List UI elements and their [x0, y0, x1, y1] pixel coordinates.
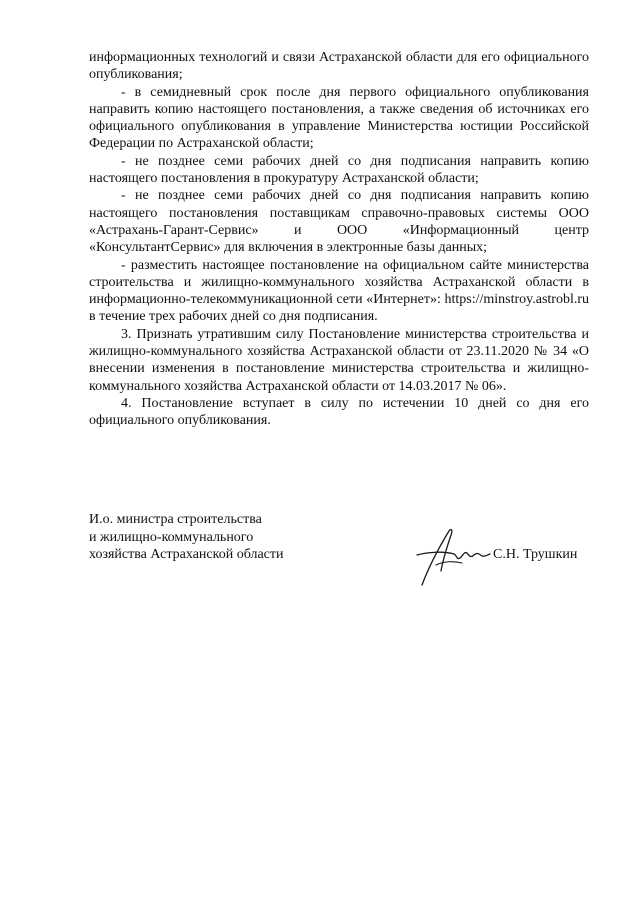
signatory-title-line: хозяйства Астраханской области: [89, 547, 284, 562]
signatory-title-line: И.о. министра строительства: [89, 512, 262, 527]
paragraph-item-4: 4. Постановление вступает в силу по истечении 10 дней со дня его официального опубликования.: [89, 395, 589, 429]
signatory-title-line: и жилищно-коммунального: [89, 529, 254, 545]
document-body: [89, 49, 589, 430]
paragraph-send-to-legal-systems: - не позднее семи рабочих дней со дня подписания направить копию настоящего постановления поставщикам справочно-правовых системы ООО «Астрахань-Гарант-Сервис» и ООО «Информационный центр «КонсультантСервис» для включения в электронные базы данных;: [89, 188, 589, 256]
paragraph-publish-on-website: - разместить настоящее постановление на официальном сайте министерства строительства и жилищно-коммунального хозяйства Астраханской области в информационно-телекоммуникационной сети «Интернет»: https://minstroy.astrobl.ru в течение трех рабочих дней со дня подписания.: [89, 257, 589, 325]
paragraph-send-to-prosecutor: - не позднее семи рабочих дней со дня подписания направить копию настоящего постановления в прокуратуру Астраханской области;: [89, 153, 589, 187]
handwritten-signature: [416, 525, 492, 589]
signatory-title: [89, 511, 329, 564]
paragraph-continuation: информационных технологий и связи Астраханской области для его официального опубликования;: [89, 50, 589, 83]
signer-name: С.Н. Трушкин: [493, 547, 578, 562]
paragraph-send-to-justice: - в семидневный срок после дня первого официального опубликования направить копию настоящего постановления, а также сведения об источниках его официального опубликования в управление Министерства юстиции Российской Федерации по Астраханской области;: [89, 84, 589, 152]
paragraph-item-3: 3. Признать утратившим силу Постановление министерства строительства и жилищно-коммунального хозяйства Астраханской области от 23.11.2020 № 34 «О внесении изменения в постановление министерства строительства и жилищно-коммунального хозяйства Астраханской области от 14.03.2017 № 06».: [89, 326, 589, 394]
